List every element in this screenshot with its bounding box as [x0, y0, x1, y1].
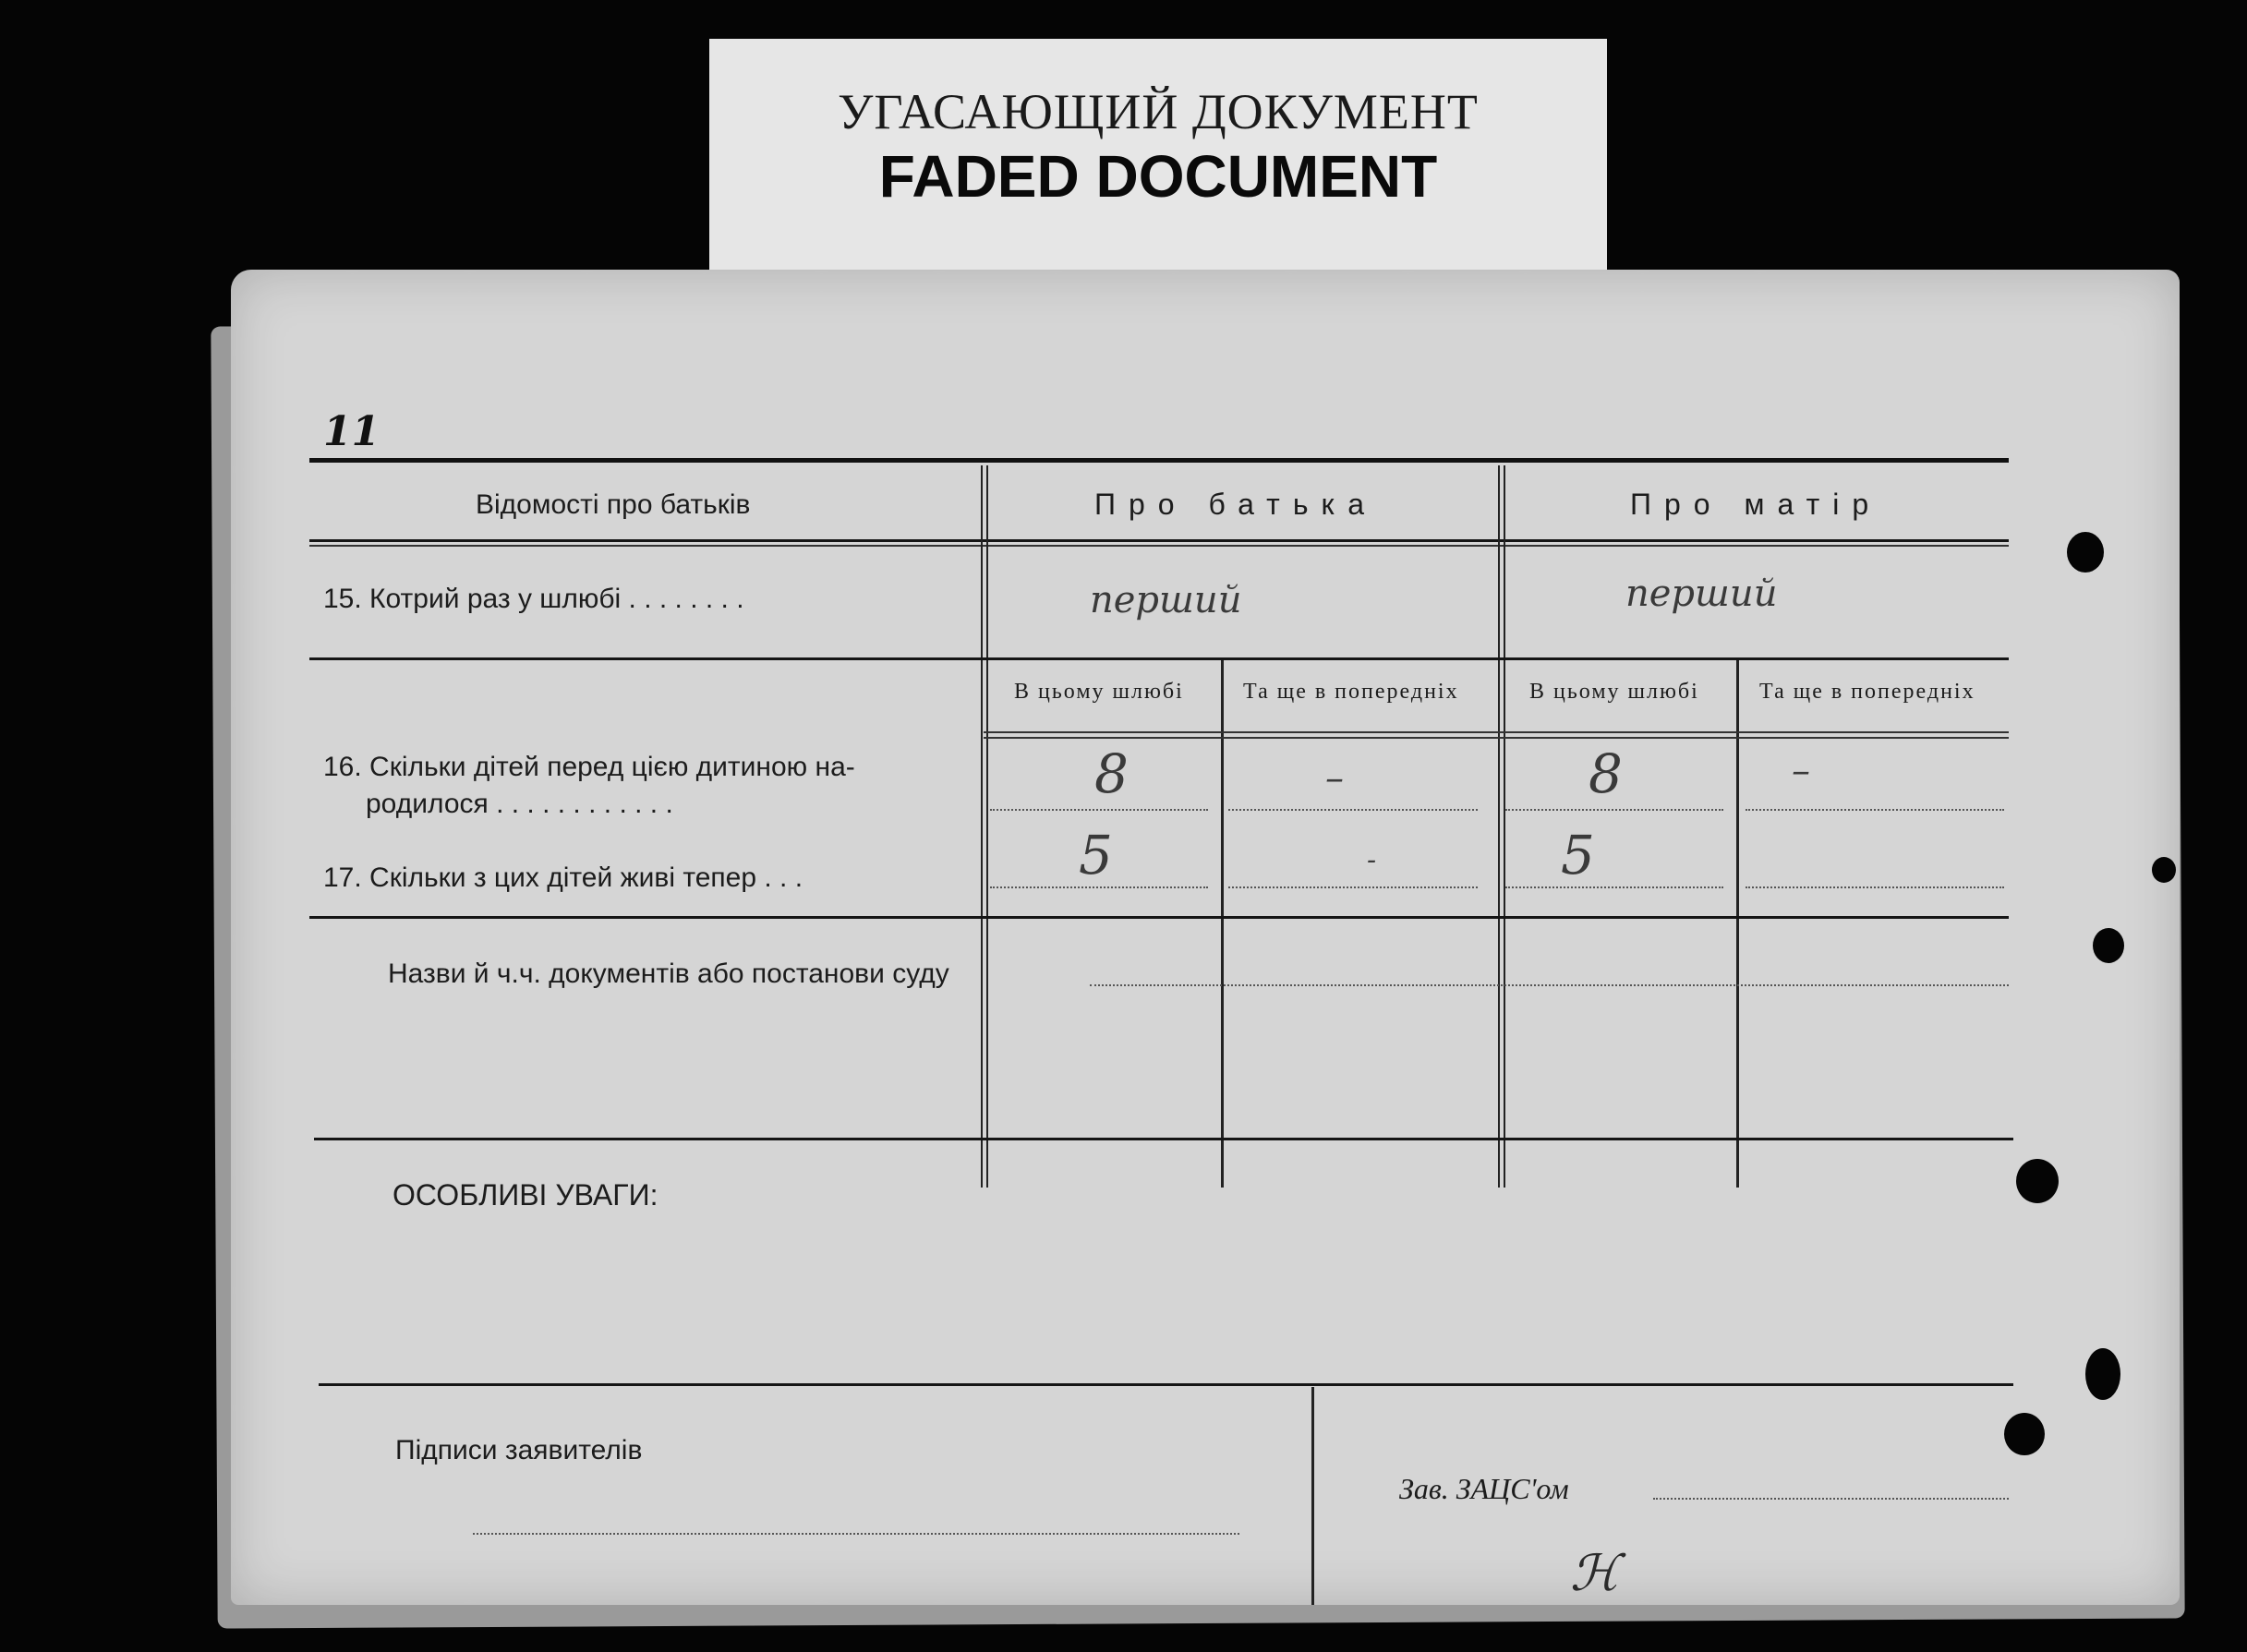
row16-mother-this: 8 — [1589, 742, 1623, 805]
table-bottom-rule — [309, 916, 2009, 919]
row17-father-prev-dots — [1228, 886, 1478, 888]
row16-father-prev-dots — [1228, 809, 1478, 811]
punch-hole — [2016, 1159, 2059, 1203]
row16-father-this-dots — [990, 809, 1208, 811]
signature-dots — [473, 1533, 1239, 1535]
signature-divider — [1311, 1387, 1314, 1605]
row17-father-prev: - — [1367, 844, 1377, 876]
subheader-mother-previous: Та ще в попередніх — [1759, 680, 1975, 704]
documents-dots — [1090, 984, 2009, 986]
subheader-mother-this-marriage: В цьому шлюбі — [1529, 680, 1699, 704]
row16-mother-prev: – — [1792, 750, 1810, 792]
corner-mark: 11 — [323, 408, 381, 455]
special-notes-rule — [319, 1383, 2013, 1386]
row16-label-line2: родилося . . . . . . . . . . . . — [366, 789, 673, 819]
punch-hole — [2093, 928, 2124, 963]
row17-mother-prev-dots — [1746, 886, 2004, 888]
head-signature-scribble: ℋ — [1570, 1544, 1620, 1602]
row15-mother-value: перший — [1625, 573, 1778, 615]
row15-rule — [309, 657, 2009, 660]
header-about-father: Про батька — [1094, 488, 1377, 521]
row16-mother-prev-dots — [1746, 809, 2004, 811]
subheader-father-this-marriage: В цьому шлюбі — [1014, 680, 1184, 704]
subheader-rule-1 — [984, 731, 2009, 733]
documents-rule — [314, 1138, 2013, 1140]
head-of-registry-label: Зав. ЗАЦС'ом — [1399, 1472, 1569, 1505]
punch-hole — [2067, 532, 2104, 573]
punch-hole — [2085, 1348, 2120, 1400]
label-english: FADED DOCUMENT — [878, 143, 1438, 210]
head-signature-dots — [1653, 1498, 2009, 1500]
row16-mother-this-dots — [1505, 809, 1723, 811]
label-russian: УГАСАЮЩИЙ ДОКУМЕНТ — [838, 84, 1479, 139]
column-divider-father — [981, 465, 988, 1188]
signatures-label: Підписи заявителів — [395, 1435, 643, 1465]
row16-father-this: 8 — [1094, 742, 1129, 805]
row17-mother-this-dots — [1505, 886, 1723, 888]
header-rule-2 — [309, 545, 2009, 547]
punch-hole — [2004, 1413, 2045, 1455]
faded-document-label — [709, 39, 1607, 281]
row15-label: 15. Котрий раз у шлюбі . . . . . . . . — [323, 584, 744, 614]
subheader-father-previous: Та ще в попередніх — [1243, 680, 1459, 704]
top-rule — [309, 458, 2009, 463]
row15-father-value: перший — [1090, 579, 1242, 621]
row17-mother-this: 5 — [1561, 824, 1595, 886]
punch-hole — [2152, 857, 2176, 883]
header-parents-info: Відомості про батьків — [476, 489, 751, 520]
row16-father-prev: – — [1325, 757, 1344, 800]
header-about-mother: Про матір — [1630, 488, 1882, 521]
row17-father-this: 5 — [1079, 824, 1113, 886]
row16-label-line1: 16. Скільки дітей перед цією дитиною на- — [323, 752, 855, 782]
row17-father-this-dots — [990, 886, 1208, 888]
row17-label: 17. Скільки з цих дітей живі тепер . . . — [323, 862, 803, 893]
subheader-rule-2 — [984, 737, 2009, 739]
column-divider-mother — [1498, 465, 1505, 1188]
documents-label: Назви й ч.ч. документів або постанови суду — [388, 959, 949, 989]
header-rule-1 — [309, 539, 2009, 542]
special-notes-label: ОСОБЛИВІ УВАГИ: — [393, 1178, 658, 1212]
document-page — [231, 270, 2180, 1605]
